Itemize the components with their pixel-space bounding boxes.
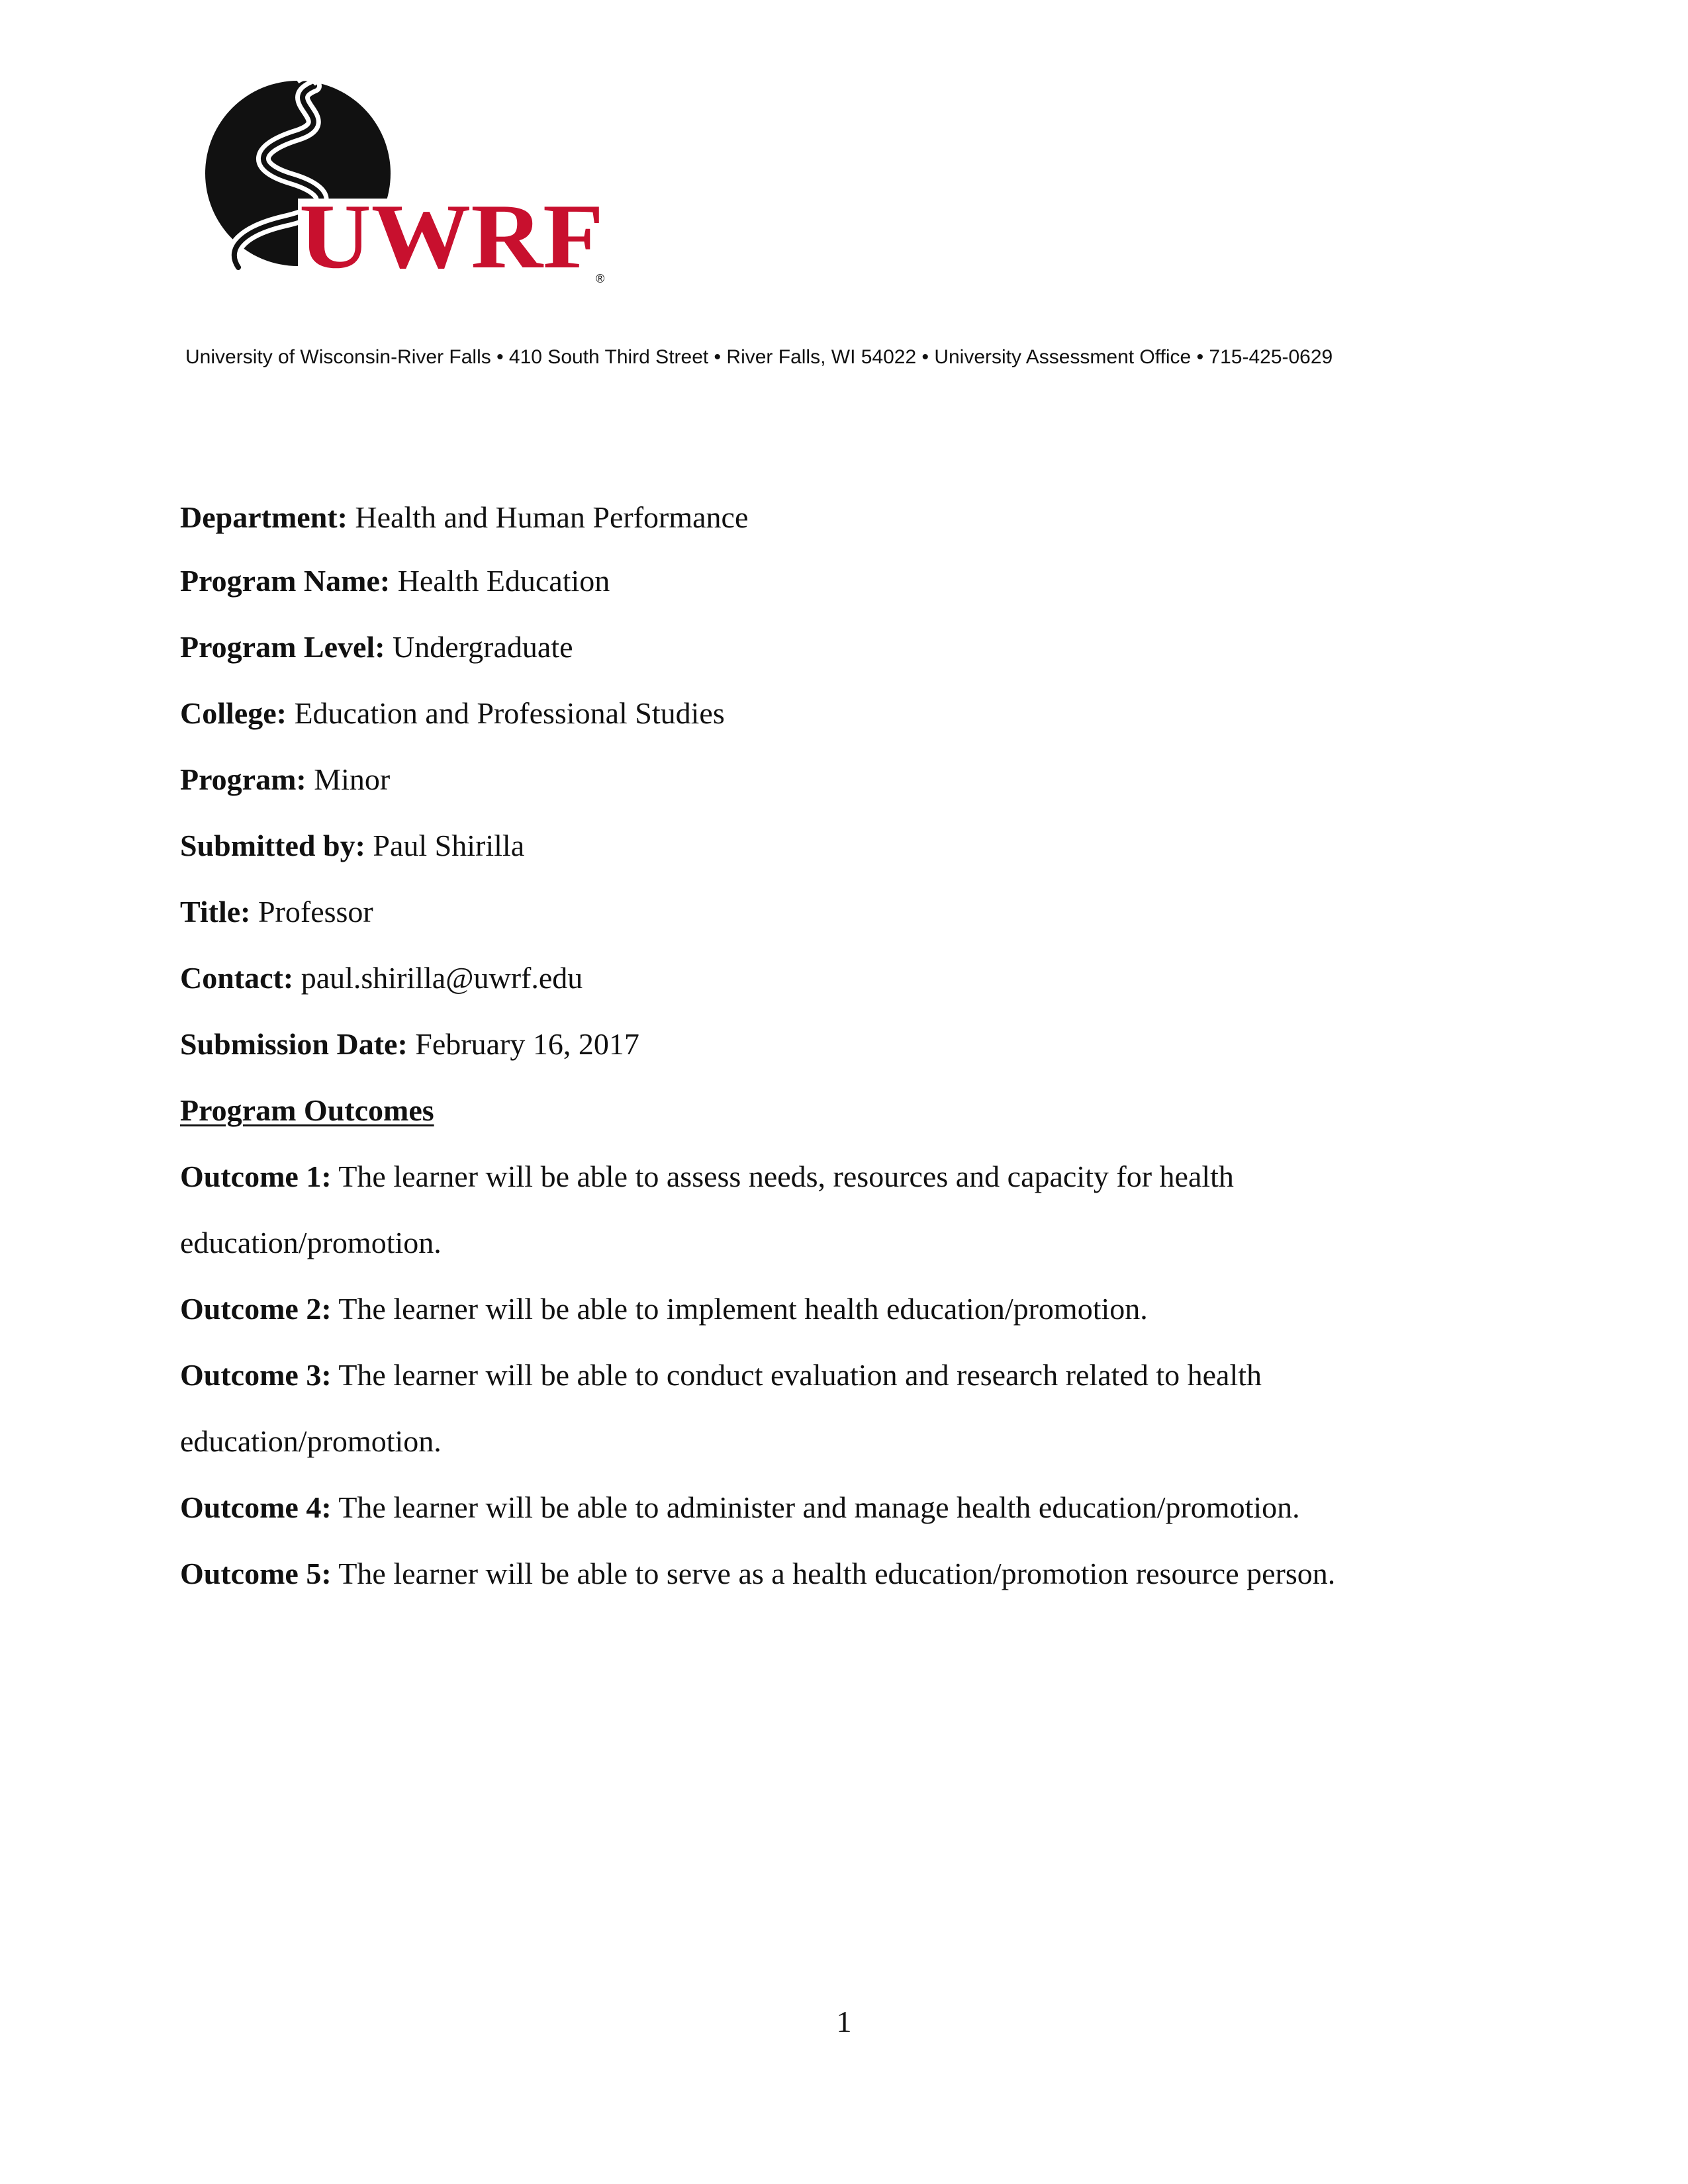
registered-mark: ® <box>596 272 605 285</box>
field-value: Paul Shirilla <box>373 829 525 862</box>
letterhead-address: University of Wisconsin-River Falls • 410 South Third Street • River Falls, WI 54022 • University Assessment Office • 715-425-0629 <box>185 346 1333 368</box>
field-label: Contact: <box>180 961 294 995</box>
field-label: Title: <box>180 895 251 929</box>
field-program <box>180 760 390 799</box>
outcome-1-continued: education/promotion. <box>180 1226 442 1259</box>
uwrf-logo <box>199 74 622 293</box>
field-value: Undergraduate <box>393 630 573 664</box>
outcome-2 <box>180 1289 1148 1329</box>
field-title <box>180 892 373 932</box>
field-department <box>180 498 748 537</box>
field-value: Professor <box>258 895 373 929</box>
field-value: Education and Professional Studies <box>294 696 725 730</box>
outcome-label: Outcome 2: <box>180 1292 332 1326</box>
field-label: Program Name: <box>180 564 391 598</box>
outcome-3 <box>180 1355 1262 1395</box>
field-label: College: <box>180 696 287 730</box>
logo-wordmark: UWRF <box>299 185 604 288</box>
page-number: 1 <box>836 2005 852 2038</box>
outcome-text: The learner will be able to serve as a health education/promotion resource person. <box>338 1557 1336 1590</box>
outcome-label: Outcome 5: <box>180 1557 332 1590</box>
program-outcomes-heading: Program Outcomes <box>180 1093 434 1127</box>
field-label: Submitted by: <box>180 829 365 862</box>
outcome-text: The learner will be able to administer and manage health education/promotion. <box>338 1490 1300 1524</box>
field-label: Submission Date: <box>180 1027 408 1061</box>
outcome-4 <box>180 1488 1300 1527</box>
outcome-text: The learner will be able to conduct evaluation and research related to health <box>338 1358 1262 1392</box>
outcome-5 <box>180 1554 1335 1594</box>
field-label: Program Level: <box>180 630 385 664</box>
outcome-text: The learner will be able to implement health education/promotion. <box>338 1292 1148 1326</box>
field-contact <box>180 958 583 998</box>
field-value: Health Education <box>397 564 610 598</box>
field-value: Minor <box>314 762 391 796</box>
field-value: paul.shirilla@uwrf.edu <box>301 961 583 995</box>
outcome-1 <box>180 1157 1234 1197</box>
uwrf-logo-graphic <box>199 74 622 293</box>
field-value: Health and Human Performance <box>355 500 749 534</box>
field-college <box>180 694 725 733</box>
field-label: Program: <box>180 762 306 796</box>
field-value: February 16, 2017 <box>415 1027 639 1061</box>
field-submitted-by <box>180 826 524 866</box>
outcome-text: The learner will be able to assess needs, resources and capacity for health <box>338 1160 1234 1193</box>
field-program-name <box>180 561 610 601</box>
field-label: Department: <box>180 500 348 534</box>
outcome-3-continued: education/promotion. <box>180 1424 442 1458</box>
field-submission-date <box>180 1024 639 1064</box>
outcome-label: Outcome 4: <box>180 1490 332 1524</box>
field-program-level <box>180 627 573 667</box>
outcome-label: Outcome 1: <box>180 1160 332 1193</box>
outcome-label: Outcome 3: <box>180 1358 332 1392</box>
